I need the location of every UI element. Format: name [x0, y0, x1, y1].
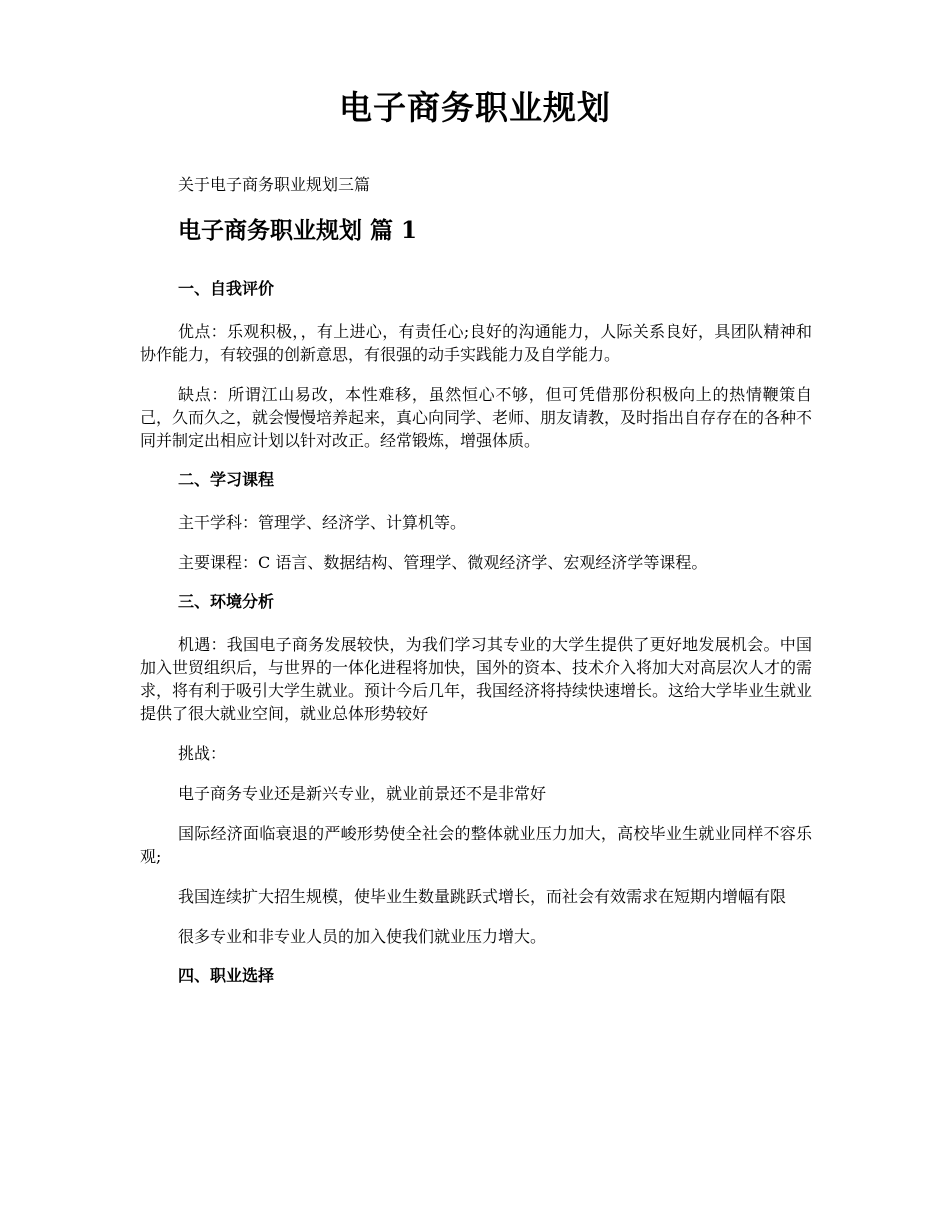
paragraph: 国际经济面临衰退的严峻形势使全社会的整体就业压力加大，高校毕业生就业同样不容乐观; — [140, 824, 812, 866]
paragraph: 优点：乐观积极，，有上进心，有责任心;良好的沟通能力，人际关系良好，具团队精神和协作能力，有较强的创新意思，有很强的动手实践能力及自学能力。 — [140, 322, 812, 364]
section-heading: 电子商务职业规划 篇 1 — [178, 217, 418, 244]
paragraph: 我国连续扩大招生规模，使毕业生数量跳跃式增长，而社会有效需求在短期内增幅有限 — [178, 887, 787, 906]
subsection-heading: 二、学习课程 — [178, 470, 275, 489]
paragraph: 机遇：我国电子商务发展较快，为我们学习其专业的大学生提供了更好地发展机会。中国加入世贸组织后，与世界的一体化进程将加快，国外的资本、技术介入将加大对高层次人才的需求，将有利于吸引大学生就业。预计今后几年，我国经济将持续快速增长。这给大学毕业生就业提供了很大就业空间，就业总体形势较好 — [140, 635, 813, 723]
paragraph: 主干学科：管理学、经济学、计算机等。 — [178, 513, 467, 532]
subsection-heading: 四、职业选择 — [178, 966, 275, 985]
paragraph: 主要课程：C 语言、数据结构、管理学、微观经济学、宏观经济学等课程。 — [178, 553, 708, 572]
paragraph: 挑战： — [178, 744, 227, 763]
subsection-heading: 三、环境分析 — [178, 592, 275, 611]
document-title: 电子商务职业规划 — [339, 88, 611, 127]
document-intro: 关于电子商务职业规划三篇 — [178, 175, 371, 194]
paragraph: 很多专业和非专业人员的加入使我们就业压力增大。 — [178, 927, 547, 946]
paragraph: 电子商务专业还是新兴专业，就业前景还不是非常好 — [178, 784, 547, 803]
paragraph: 缺点：所谓江山易改，本性难移，虽然恒心不够，但可凭借那份积极向上的热情鞭策自己，久而久之，就会慢慢培养起来，真心向同学、老师、朋友请教，及时指出自存存在的各种不同并制定出相应计划以针对改正。经常锻炼，增强体质。 — [140, 385, 813, 450]
subsection-heading: 一、自我评价 — [178, 279, 275, 298]
document-body — [140, 278, 812, 1007]
